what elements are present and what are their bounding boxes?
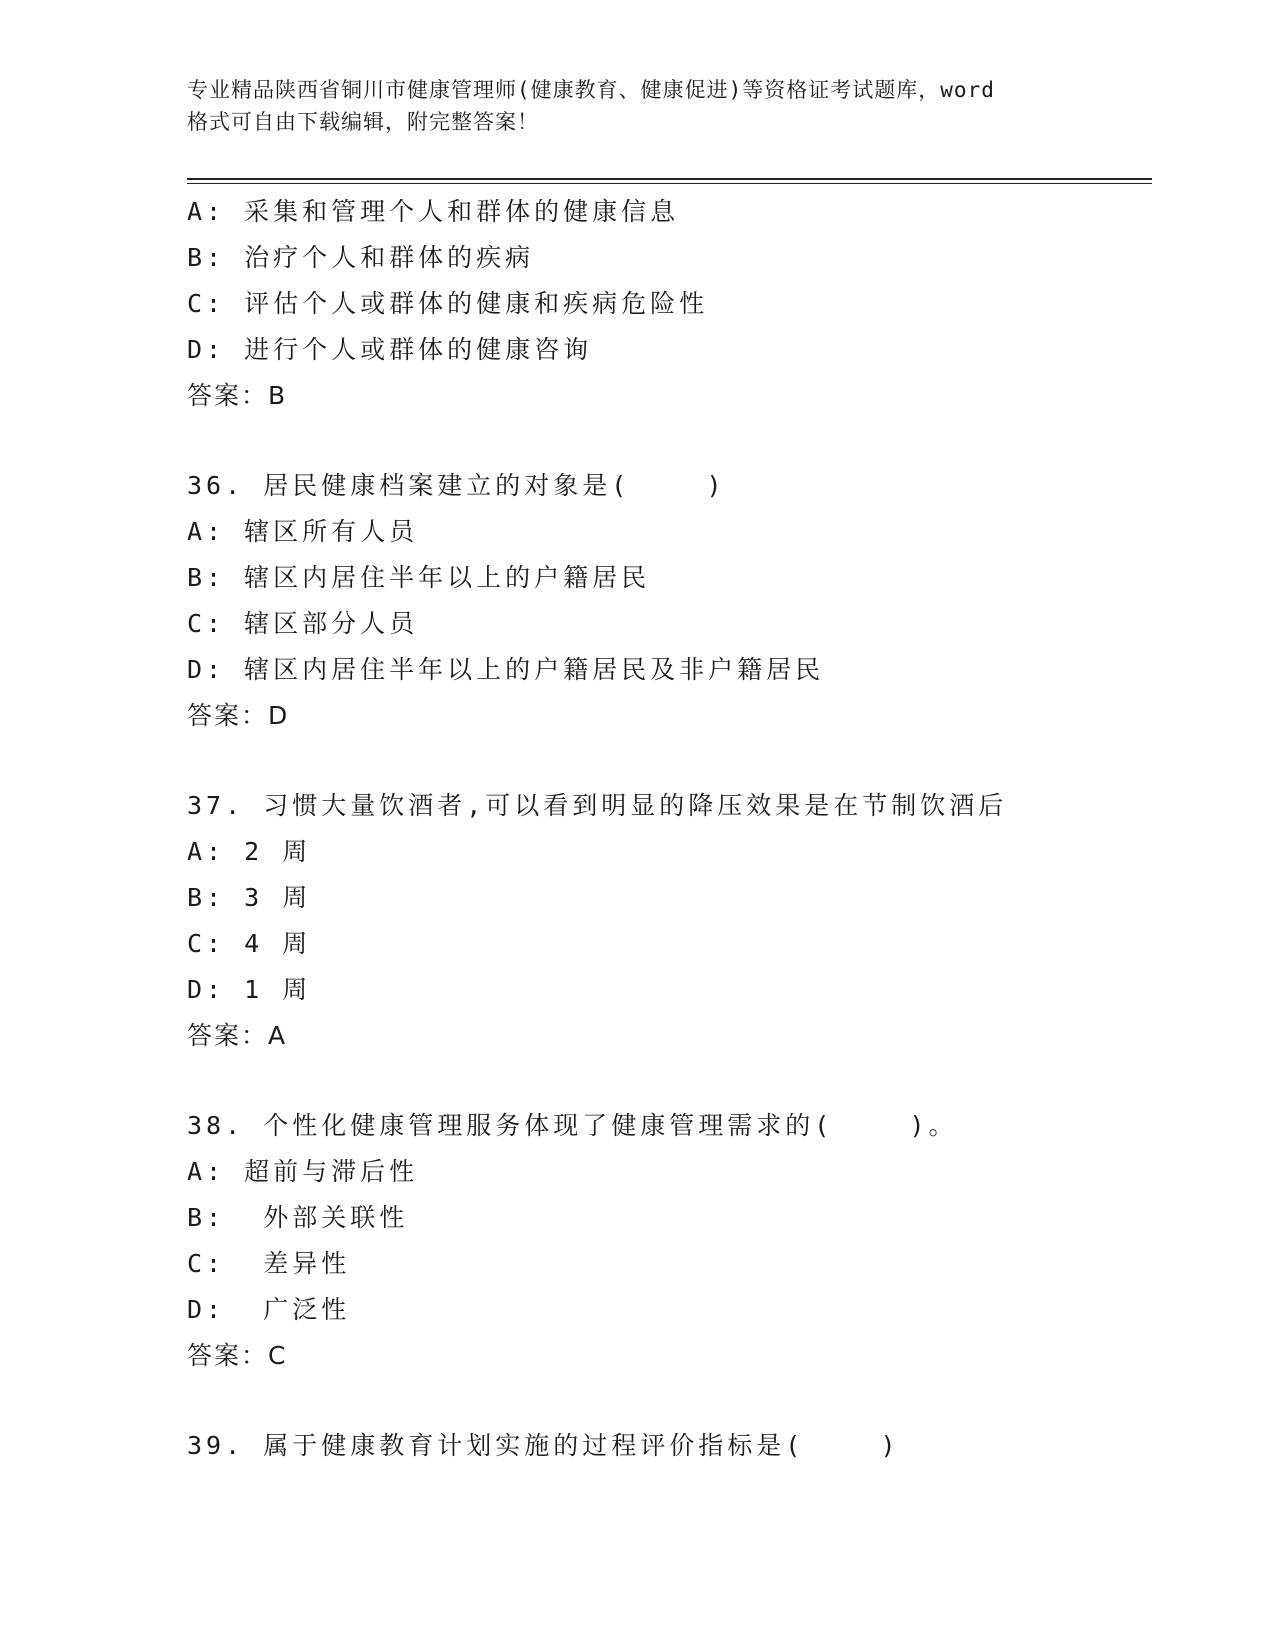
option-d: D: 1 周 (187, 975, 312, 1004)
question-text: 38. 个性化健康管理服务体现了健康管理需求的( )。 (187, 1111, 958, 1140)
answer: 答案：D (187, 701, 290, 730)
option-a: A: 超前与滞后性 (187, 1157, 419, 1186)
option-a: A: 2 周 (187, 837, 312, 866)
option-b: B: 3 周 (187, 883, 312, 912)
option-b: B: 外部关联性 (187, 1203, 409, 1232)
spacer (187, 419, 1152, 463)
question-38 (187, 1103, 1152, 1379)
option-c: C: 4 周 (187, 929, 312, 958)
question-text: 39. 属于健康教育计划实施的过程评价指标是( ) (187, 1431, 900, 1460)
answer: 答案：A (187, 1021, 288, 1050)
spacer (187, 739, 1152, 783)
header-divider-thick (187, 178, 1152, 180)
spacer (187, 1379, 1152, 1423)
answer: 答案：B (187, 381, 288, 410)
question-text: 36. 居民健康档案建立的对象是( ) (187, 471, 726, 500)
question-36 (187, 463, 1152, 739)
header-line-1: 专业精品陕西省铜川市健康管理师(健康教育、健康促进)等资格证考试题库，word (187, 78, 995, 102)
option-a: A: 辖区所有人员 (187, 517, 419, 546)
spacer (187, 1059, 1152, 1103)
question-list (187, 189, 1152, 1469)
option-d: D: 进行个人或群体的健康咨询 (187, 335, 593, 364)
question-text: 37. 习惯大量饮酒者,可以看到明显的降压效果是在节制饮酒后 (187, 791, 1008, 820)
question-37 (187, 783, 1152, 1059)
option-a: A: 采集和管理个人和群体的健康信息 (187, 197, 680, 226)
header-line-2: 格式可自由下载编辑，附完整答案！ (187, 110, 539, 134)
document-header (187, 74, 1087, 138)
option-d: D: 辖区内居住半年以上的户籍居民及非户籍居民 (187, 655, 825, 684)
answer: 答案：C (187, 1341, 288, 1370)
option-c: C: 评估个人或群体的健康和疾病危险性 (187, 289, 709, 318)
question-39 (187, 1423, 1152, 1469)
option-b: B: 辖区内居住半年以上的户籍居民 (187, 563, 651, 592)
question-35 (187, 189, 1152, 419)
option-c: C: 辖区部分人员 (187, 609, 419, 638)
header-divider-thin (187, 183, 1152, 184)
option-d: D: 广泛性 (187, 1295, 351, 1324)
option-c: C: 差异性 (187, 1249, 351, 1278)
option-b: B: 治疗个人和群体的疾病 (187, 243, 535, 272)
